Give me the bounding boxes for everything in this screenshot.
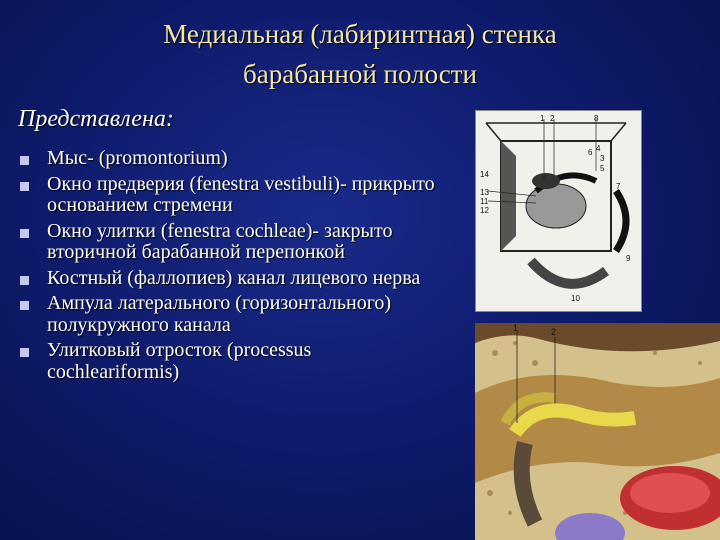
diagram-label: 11 xyxy=(480,197,489,206)
slide-subtitle: Представлена: xyxy=(18,106,174,132)
bullet-item xyxy=(18,148,438,170)
bullet-item xyxy=(18,221,438,264)
anatomy-diagram-medial-wall xyxy=(475,110,642,312)
bullet-item xyxy=(18,174,438,217)
bullet-item xyxy=(18,340,438,383)
red-vessel-highlight xyxy=(630,473,710,513)
wall-edge xyxy=(486,123,501,141)
wall-edge xyxy=(611,123,626,141)
diagram-label: 10 xyxy=(571,294,580,303)
bullet-text: Мыс- (promontorium) xyxy=(47,147,228,169)
anatomy-illustration-colored xyxy=(475,323,720,540)
illustration-label: 1 xyxy=(513,323,519,333)
cochlear-process-shape xyxy=(531,261,606,284)
bullet-text: Окно предверия (fenestra vestibuli)- прикрыто основанием стремени xyxy=(47,172,435,216)
bullet-item xyxy=(18,293,438,336)
diagram-label: 3 xyxy=(600,154,605,163)
square-bullet-icon xyxy=(20,156,29,165)
diagram-label: 13 xyxy=(480,188,489,197)
square-bullet-icon xyxy=(20,301,29,310)
diagram-label: 4 xyxy=(596,144,601,153)
square-bullet-icon xyxy=(20,348,29,357)
bullet-text: Ампула латерального (горизонтального) полукружного канала xyxy=(47,292,392,336)
colored-anatomy-drawing xyxy=(475,323,720,540)
diagram-label: 1 xyxy=(540,114,545,123)
slide-title xyxy=(60,14,660,94)
square-bullet-icon xyxy=(20,276,29,285)
tube-shape xyxy=(616,191,626,251)
medial-wall-drawing xyxy=(476,111,641,311)
shaded-wall xyxy=(501,141,516,251)
bullet-list xyxy=(18,148,438,387)
bullet-text: Костный (фаллопиев) канал лицевого нерва xyxy=(47,266,421,289)
square-bullet-icon xyxy=(20,229,29,238)
diagram-label: 8 xyxy=(594,114,599,123)
title-line-2: барабанной полости xyxy=(243,59,477,89)
diagram-label: 12 xyxy=(480,206,489,215)
promontory-shape xyxy=(526,184,586,228)
oval-window-shape xyxy=(532,173,560,189)
illustration-label: 2 xyxy=(551,327,557,337)
bullet-text: Окно улитки (fenestra cochleae)- закрыто вторичной барабанной перепонкой xyxy=(47,219,393,263)
title-line-1: Медиальная (лабиринтная) стенка xyxy=(163,19,557,49)
diagram-label: 2 xyxy=(550,114,555,123)
diagram-label: 14 xyxy=(480,170,489,179)
diagram-label: 9 xyxy=(626,254,631,263)
bullet-item xyxy=(18,268,438,290)
square-bullet-icon xyxy=(20,182,29,191)
bullet-text: Улитковый отросток (processus cochleariformis) xyxy=(47,339,312,383)
diagram-label: 5 xyxy=(600,164,605,173)
diagram-label: 7 xyxy=(616,182,621,191)
diagram-label: 6 xyxy=(588,148,593,157)
